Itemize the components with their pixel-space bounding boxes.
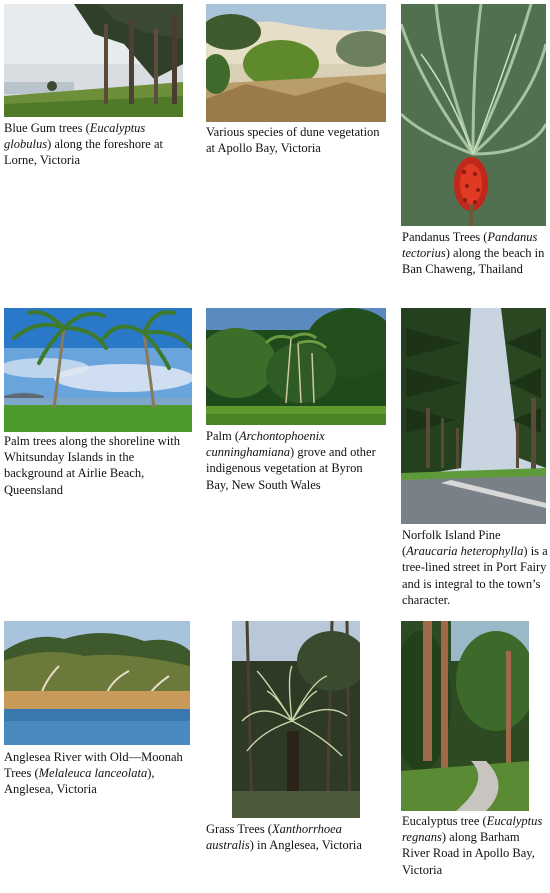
- caption-norfolk-island-pines: Norfolk Island Pine (Araucaria heterophylla) is a tree-lined street in Port Fairy and is integral to the town’s character.: [402, 528, 548, 607]
- photo-pandanus: [401, 4, 546, 226]
- photo-palm-grove-byron-bay: [206, 308, 386, 425]
- caption-pandanus: Pandanus Trees (Pandanus tectorius) along the beach in Ban Chaweng, Thailand: [402, 230, 545, 277]
- photo-anglesea-river: [4, 621, 190, 745]
- caption-blue-gum: Blue Gum trees (Eucalyptus globulus) along the foreshore at Lorne, Victoria: [4, 121, 163, 168]
- photo-eucalyptus-regnans: [401, 621, 529, 811]
- photo-norfolk-island-pines: [401, 308, 546, 524]
- caption-palm-grove-byron-bay: Palm (Archontophoenix cunninghamiana) grove and other indigenous vegetation at Byron Bay, New South Wales: [206, 429, 376, 492]
- photo-dune-vegetation: [206, 4, 386, 122]
- caption-eucalyptus-regnans: Eucalyptus tree (Eucalyptus regnans) along Barham River Road in Apollo Bay, Victoria: [402, 814, 543, 877]
- caption-palms-airlie-beach: Palm trees along the shoreline with Whitsunday Islands in the background at Airlie Beach, Queensland: [4, 434, 181, 497]
- photo-palms-airlie-beach: [4, 308, 192, 432]
- caption-grass-trees: Grass Trees (Xanthorrhoea australis) in Anglesea, Victoria: [206, 822, 362, 853]
- caption-dune-vegetation: Various species of dune vegetation at Apollo Bay, Victoria: [206, 125, 380, 156]
- photo-grass-trees: [232, 621, 360, 818]
- photo-blue-gum: [4, 4, 183, 117]
- caption-anglesea-river: Anglesea River with Old—Moonah Trees (Melaleuca lanceolata), Anglesea, Victoria: [4, 750, 183, 797]
